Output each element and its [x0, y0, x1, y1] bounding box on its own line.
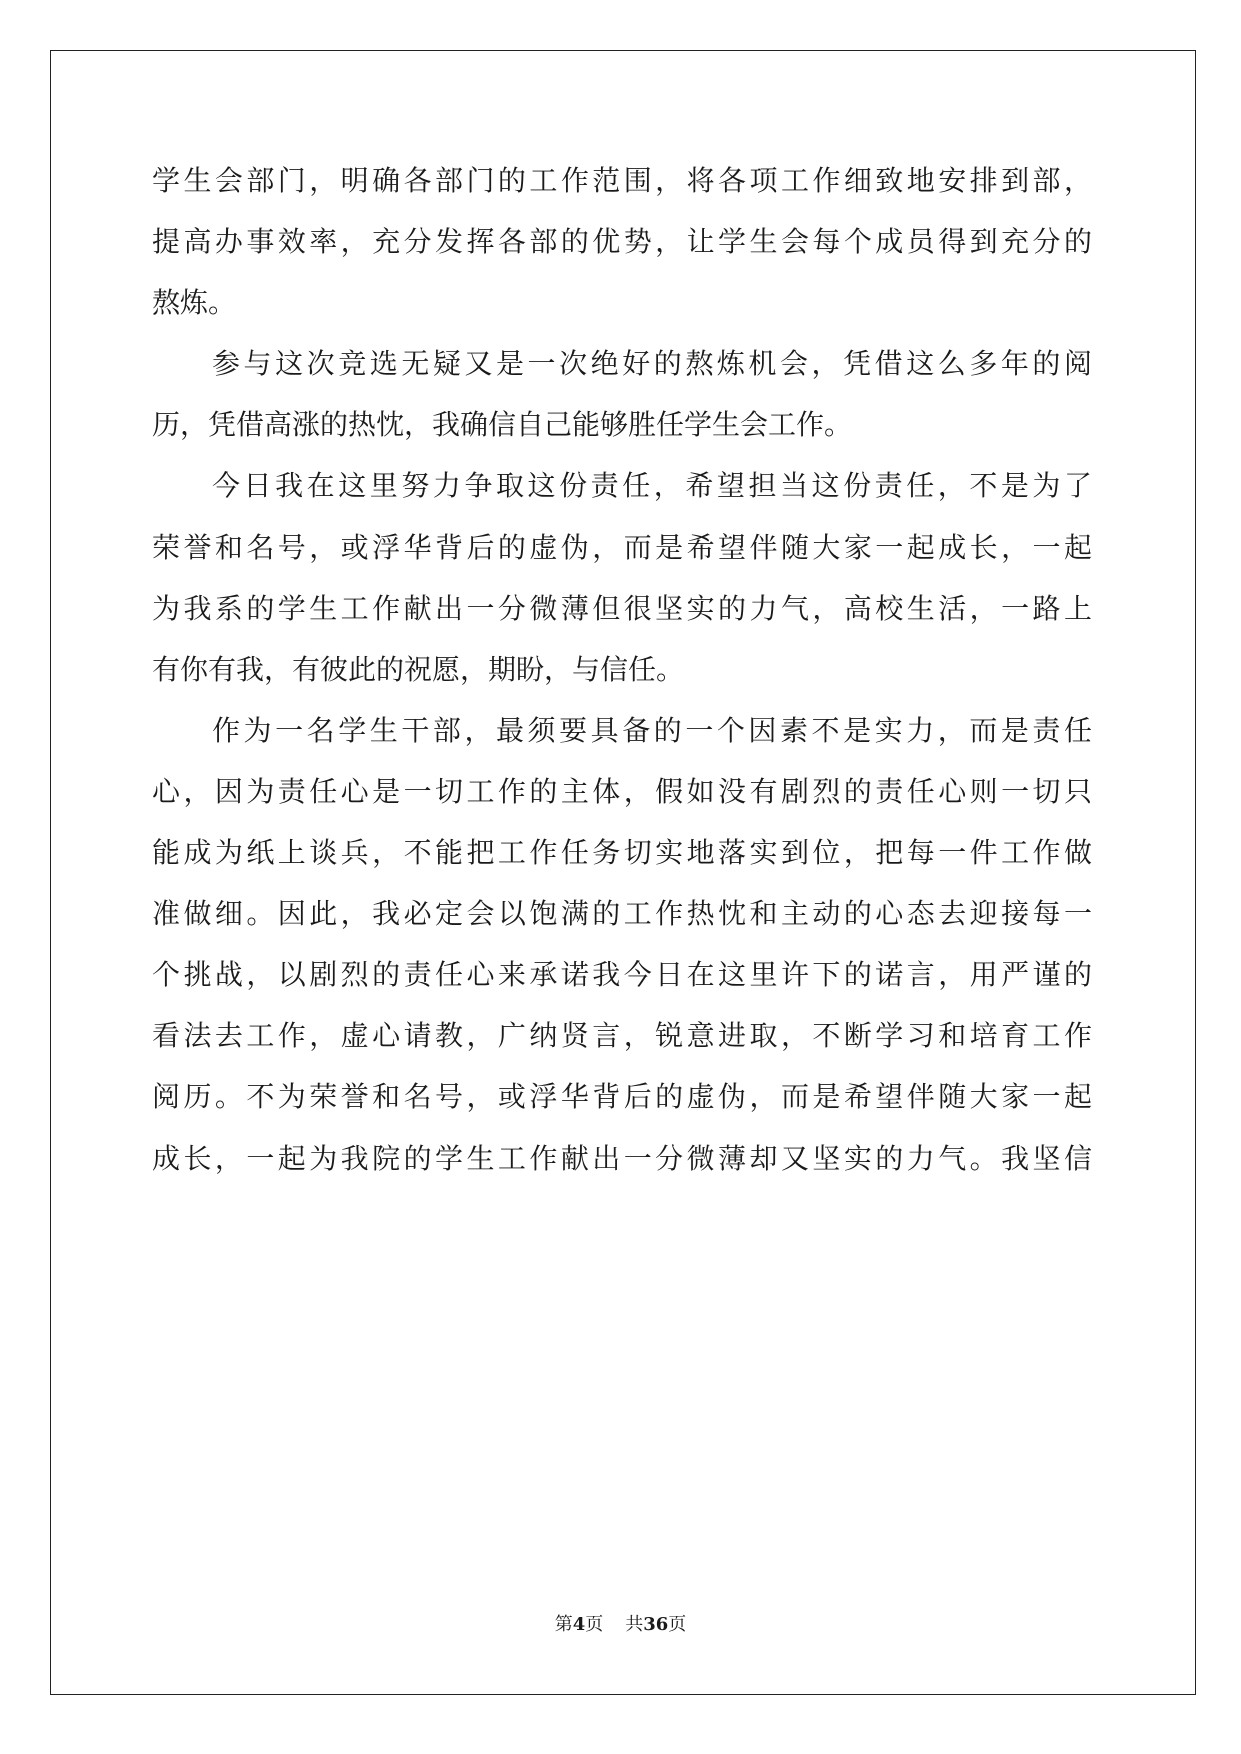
page-footer — [0, 1613, 1241, 1637]
text-line-16: 阅历。不为荣誉和名号，或浮华背后的虚伪，而是希望伴随大家一起 — [152, 1080, 1092, 1114]
page-current: 4 — [572, 1614, 586, 1635]
text-line-4: 参与这次竞选无疑又是一次绝好的熬炼机会，凭借这么多年的阅 — [212, 347, 1092, 381]
text-line-15: 看法去工作，虚心请教，广纳贤言，锐意进取，不断学习和培育工作 — [152, 1019, 1092, 1053]
text-line-5: 历，凭借高涨的热忱，我确信自己能够胜任学生会工作。 — [152, 408, 853, 442]
text-line-2: 提高办事效率，充分发挥各部的优势，让学生会每个成员得到充分的 — [152, 225, 1092, 259]
document-body — [152, 150, 1092, 1189]
total-suffix: 页 — [668, 1614, 687, 1635]
text-line-3: 熬炼。 — [152, 286, 237, 320]
text-line-12: 能成为纸上谈兵，不能把工作任务切实地落实到位，把每一件工作做 — [152, 836, 1092, 870]
text-line-10: 作为一名学生干部，最须要具备的一个因素不是实力，而是责任 — [212, 713, 1092, 747]
text-line-11: 心，因为责任心是一切工作的主体，假如没有剧烈的责任心则一切只 — [152, 774, 1092, 808]
text-line-14: 个挑战，以剧烈的责任心来承诺我今日在这里许下的诺言，用严谨的 — [152, 958, 1092, 992]
total-prefix: 共 — [625, 1614, 644, 1635]
page-suffix: 页 — [585, 1614, 604, 1635]
page-total: 36 — [643, 1614, 669, 1635]
text-line-6: 今日我在这里努力争取这份责任，希望担当这份责任，不是为了 — [212, 469, 1092, 503]
text-line-7: 荣誉和名号，或浮华背后的虚伪，而是希望伴随大家一起成长，一起 — [152, 530, 1092, 564]
text-line-17: 成长，一起为我院的学生工作献出一分微薄却又坚实的力气。我坚信 — [152, 1141, 1092, 1175]
text-line-13: 准做细。因此，我必定会以饱满的工作热忱和主动的心态去迎接每一 — [152, 897, 1092, 931]
text-line-8: 为我系的学生工作献出一分微薄但很坚实的力气，高校生活，一路上 — [152, 591, 1092, 625]
page-prefix: 第 — [554, 1614, 573, 1635]
text-line-9: 有你有我，有彼此的祝愿，期盼，与信任。 — [152, 652, 685, 686]
text-line-1: 学生会部门，明确各部门的工作范围，将各项工作细致地安排到部， — [152, 164, 1092, 197]
